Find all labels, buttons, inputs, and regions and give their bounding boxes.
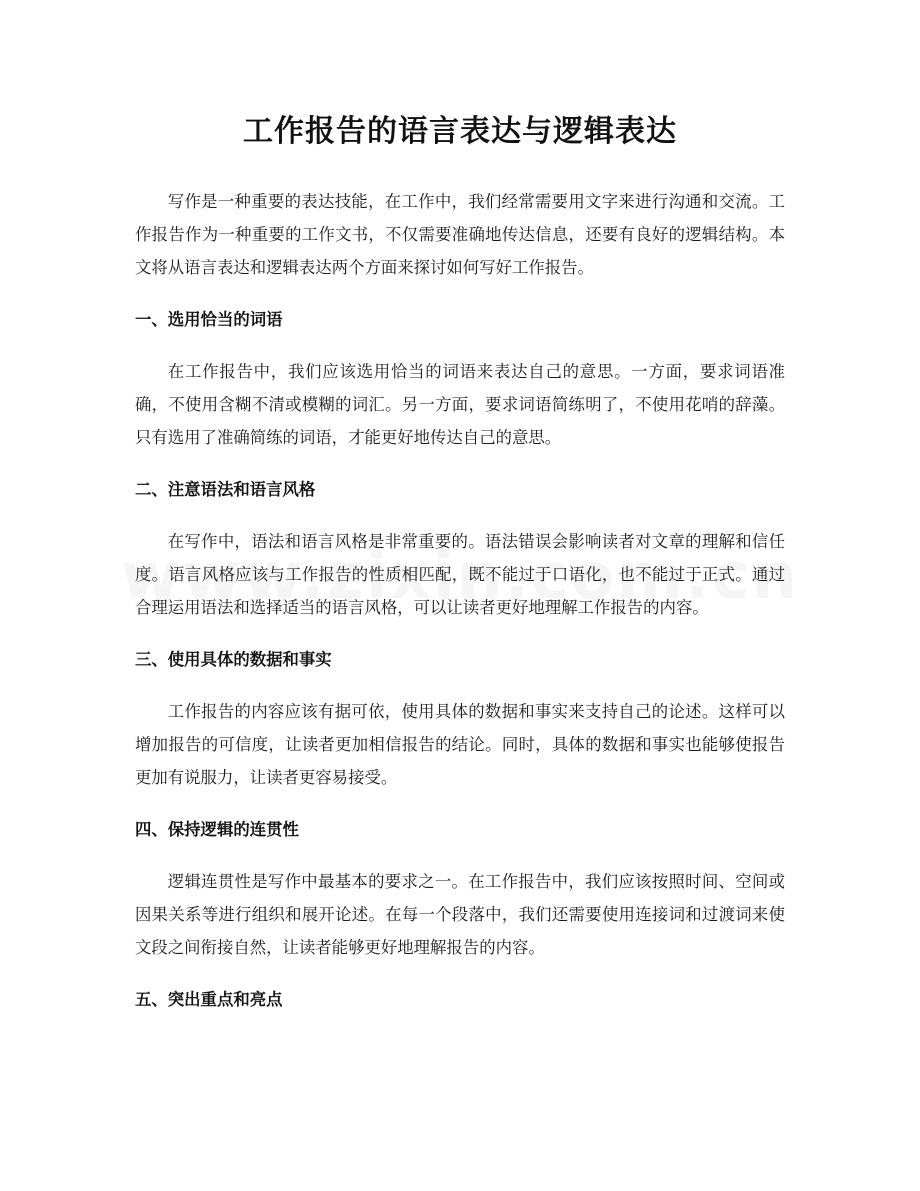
document-title: 工作报告的语言表达与逻辑表达: [243, 114, 677, 149]
section-body: 逻辑连贯性是写作中最基本的要求之一。在工作报告中，我们应该按照时间、空间或因果关系等进行组织和展开论述。在每一个段落中，我们还需要使用连接词和过渡词来使文段之间衔接自然，让读者能够更好地理解报告的内容。: [135, 872, 785, 957]
section-5: [135, 983, 785, 1016]
section-2: [135, 473, 785, 624]
section-heading: 二、注意语法和语言风格: [135, 480, 316, 499]
section-4: [135, 813, 785, 964]
section-body: 在写作中，语法和语言风格是非常重要的。语法错误会影响读者对文章的理解和信任度。语言风格应该与工作报告的性质相匹配，既不能过于口语化，也不能过于正式。通过合理运用语法和选择适当的语言风格，可以让读者更好地理解工作报告的内容。: [135, 532, 785, 617]
section-heading: 五、突出重点和亮点: [135, 990, 283, 1009]
intro-paragraph: 写作是一种重要的表达技能，在工作中，我们经常需要用文字来进行沟通和交流。工作报告作为一种重要的工作文书，不仅需要准确地传达信息，还要有良好的逻辑结构。本文将从语言表达和逻辑表达两个方面来探讨如何写好工作报告。: [135, 192, 785, 277]
section-body: 在工作报告中，我们应该选用恰当的词语来表达自己的意思。一方面，要求词语准确，不使用含糊不清或模糊的词汇。另一方面，要求词语简练明了，不使用花哨的辞藻。只有选用了准确简练的词语，才能更好地传达自己的意思。: [135, 362, 785, 447]
section-1: [135, 303, 785, 454]
section-body: 工作报告的内容应该有据可依，使用具体的数据和事实来支持自己的论述。这样可以增加报告的可信度，让读者更加相信报告的结论。同时，具体的数据和事实也能够使报告更加有说服力，让读者更容易接受。: [135, 702, 785, 787]
section-heading: 四、保持逻辑的连贯性: [135, 820, 299, 839]
section-heading: 三、使用具体的数据和事实: [135, 650, 332, 669]
section-heading: 一、选用恰当的词语: [135, 310, 283, 329]
section-3: [135, 643, 785, 794]
